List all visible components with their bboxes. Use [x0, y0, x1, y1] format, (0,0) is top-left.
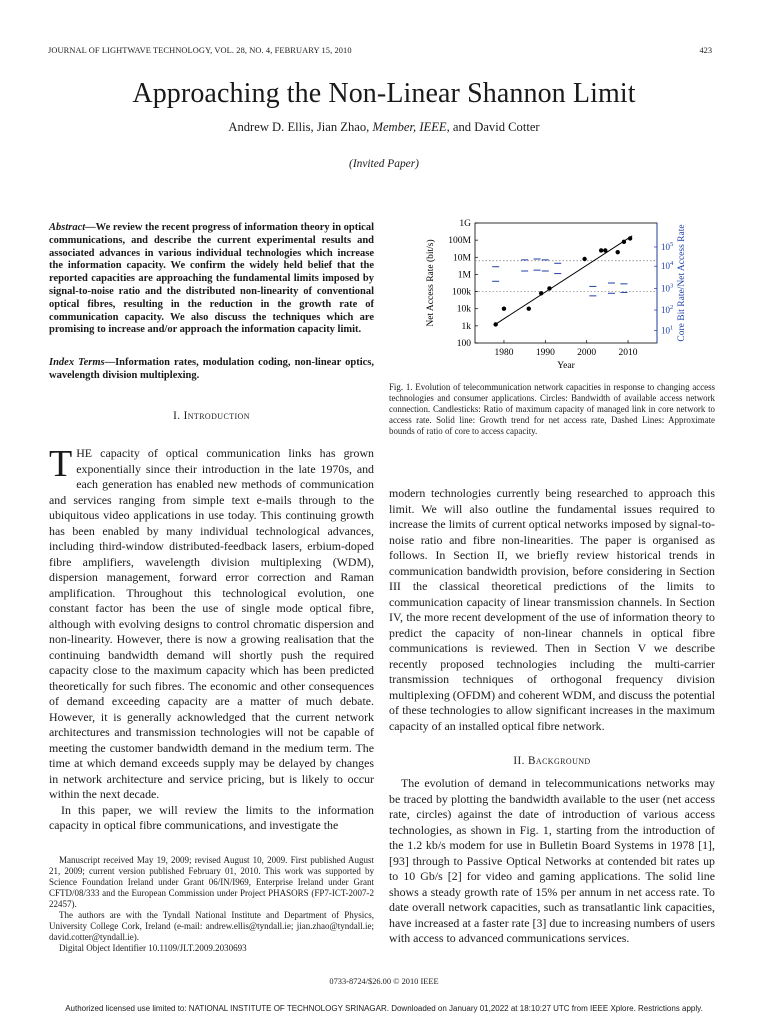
right-y-axis-label: Core Bit Rate/Net Access Rate	[677, 224, 687, 342]
section-title: Introduction	[183, 410, 250, 422]
data-point	[628, 236, 632, 240]
data-point	[616, 250, 620, 254]
x-axis-label: Year	[557, 361, 575, 371]
y-tick-label: 10k	[456, 304, 471, 315]
right-y-tick-label: $10^4$	[661, 260, 674, 272]
x-tick-label: 2000	[577, 348, 597, 358]
authors-last: , and David Cotter	[446, 120, 540, 134]
authors-names: Andrew D. Ellis, Jian Zhao,	[228, 120, 373, 134]
right-y-tick-label: $10^2$	[661, 304, 674, 315]
index-terms	[49, 357, 374, 383]
abstract-label: Abstract	[49, 222, 86, 233]
background-body	[389, 776, 715, 947]
y-tick-label: 1k	[461, 321, 471, 332]
x-tick-label: 1980	[494, 348, 514, 358]
index-terms-label: Index Terms	[49, 357, 105, 368]
section-heading-introduction	[49, 410, 374, 422]
intro-paragraph-1-text: HE capacity of optical communication links has grown exponentially since their introduction in the late 1970s, and each generation has enabled new methods of communication and services ranging from simple text e-mails through to the ubiquitous video applications in use today. This continuing growth has been enabled by many individual technological advances, including third-window distributed-feedback lasers, erbium-doped fibre amplifiers, wavelength division multiplexing (WDM), dispersion management, forward error correction and Raman amplification. Throughout this technological evolution, one constant factor has been the use of single mode optical fibre, although with evolving designs to control chromatic dispersion and non-linearity. However, there is now a growing realisation that the continuing bandwidth demand will shortly push the required capacity close to the maximum capacity which has been predicted theoretically for such fibres. The economic and other consequences of demand exceeding capacity are a matter of much debate. However, it is generally acknowledged that the current network architectures and transmission technologies will not be capable of meeting the customer bandwidth demand in the medium term. The time at which demand exceeds supply may be delayed by changes in network architecture and service pricing, but is likely to occur within the next decade.	[49, 446, 374, 801]
y-tick-label: 1M	[457, 270, 471, 281]
data-point	[622, 240, 626, 244]
section-heading-background	[389, 755, 715, 767]
background-paragraph-1: The evolution of demand in telecommunications networks may be traced by plotting the bandwidth available to the user (net access rate, circles) against the date of introduction of various access technologies, as shown in Fig. 1, starting from the introduction of the 1.2 kb/s modem for use in Bulletin Board Systems in 1978 [1], [93] through to Passive Optical Networks at contended bit rates up to 10 Gb/s [2] for video and gaming applications. The solid line shows a steady growth rate of 15% per annum in net access rate. To date overall network capacities, such as transatlantic link capacities, have increased at a faster rate [3] due to increasing numbers of users with access to advanced communications services.	[389, 776, 715, 945]
data-point	[539, 291, 543, 295]
license-banner: Authorized licensed use limited to: NATIONAL INSTITUTE OF TECHNOLOGY SRINAGAR. Downloaded on January 01,2022 at 18:10:27 UTC from IEEE Xplore. Restrictions apply.	[65, 1004, 703, 1013]
section-number: I.	[173, 410, 181, 422]
footnote-doi: Digital Object Identifier 10.1109/JLT.2009.2030693	[59, 943, 247, 953]
data-point	[582, 257, 586, 261]
data-point	[527, 307, 531, 311]
y-tick-label: 100M	[448, 236, 471, 247]
paper-authors	[0, 120, 768, 135]
invited-paper-label: (Invited Paper)	[349, 158, 419, 170]
plot-frame	[475, 223, 657, 343]
y-tick-label: 100	[456, 339, 471, 349]
paper-title: Approaching the Non-Linear Shannon Limit	[132, 78, 636, 109]
x-tick-label: 2010	[618, 348, 638, 358]
footnote-affiliation: The authors are with the Tyndall National Institute and Department of Physics, University College Cork, Ireland (e-mail: andrew.ellis@tyndall.ie; jian.zhao@tyndall.ie; david.cotter@tyndall.ie).	[49, 910, 374, 942]
data-point	[599, 248, 603, 252]
right-y-tick-label: $10^5$	[661, 241, 674, 252]
y-tick-label: 1G	[459, 219, 471, 229]
figure-1-chart	[420, 215, 710, 380]
intro-paragraph-1	[49, 443, 374, 803]
introduction-body	[49, 443, 374, 834]
author-role: Member, IEEE	[372, 120, 447, 134]
figure-1-caption: Fig. 1. Evolution of telecommunication network capacities in response to changing access technologies and consumer applications. Circles: Bandwidth of available access network connection. Candlesticks: Ratio of maximum capacity of managed link in core network to access rate. Solid line: Growth trend for net access rate, Dashed Lines: Approximate bounds of ratio of core to access capacity.	[389, 382, 715, 436]
data-point	[547, 286, 551, 290]
abstract-text: —We review the recent progress of information theory in optical communications, and describe the current experimental results and associated advances in various individual technologies which increase the information capacity. We confirm the widely held belief that the reported capacities are approaching the fundamental limits imposed by signal-to-noise ratio and the distributed non-linearity of conventional optical fibres, resulting in the reduction in the growth rate of communication capacity. We also discuss the techniques which are promising to increase and/or approach the information capacity limit.	[49, 222, 374, 336]
section-number: II.	[513, 755, 525, 767]
footnote	[49, 855, 374, 954]
page-number: 423	[699, 46, 712, 55]
right-y-tick-label: $10^1$	[661, 324, 674, 336]
introduction-continued: modern technologies currently being researched to approach this limit. We will also outline the fundamental issues required to increase the limits of current optical networks imposed by signal-to-noise ratio and fibre non-linearities. The paper is organised as follows. In Section II, we briefly review historical trends in communication bandwidth provision, before considering in Section III the classical theoretical predictions of the limits to communication capacity of linear transmission channels. In Section IV, the more recent development of the use of information theory to predict the capacity of non-linear channels in optical fibre communications is reviewed. Then in Section V we describe recently proposed technologies including the multi-carrier transmission techniques of orthogonal frequency division multiplexing (OFDM) and coherent WDM, and discuss the potential of these technologies to allow significant increases in the maximum capacity of an installed optical fibre network.	[389, 486, 715, 733]
data-point	[493, 322, 497, 326]
x-tick-label: 1990	[535, 348, 555, 358]
abstract	[49, 222, 374, 337]
data-point	[603, 248, 607, 252]
right-y-tick-label: $10^3$	[661, 282, 674, 294]
drop-cap: T	[49, 443, 73, 485]
footnote-manuscript: Manuscript received May 19, 2009; revised August 10, 2009. First published August 21, 2009; current version published February 01, 2010. This work was supported by Science Foundation Ireland under Grant 06/IN/I969, Enterprise Ireland under Grant CFTD/08/333 and the European Commission under Project PHASORS (FP7-ICT-2007-2 22457).	[49, 855, 374, 909]
data-point	[502, 307, 506, 311]
y-axis-label: Net Access Rate (bit/s)	[426, 239, 436, 327]
y-tick-label: 10M	[453, 253, 471, 264]
intro-paragraph-2: In this paper, we will review the limits to the information capacity in optical fibre communications, and investigate the	[49, 802, 374, 832]
index-terms-text: —Information rates, modulation coding, non-linear optics, wavelength division multiplexing.	[49, 357, 374, 381]
y-tick-label: 100k	[452, 287, 471, 298]
trend-line	[496, 236, 633, 324]
journal-header: JOURNAL OF LIGHTWAVE TECHNOLOGY, VOL. 28, NO. 4, FEBRUARY 15, 2010	[48, 46, 352, 55]
section-title: Background	[528, 755, 591, 767]
copyright-line: 0733-8724/$26.00 © 2010 IEEE	[329, 977, 439, 986]
